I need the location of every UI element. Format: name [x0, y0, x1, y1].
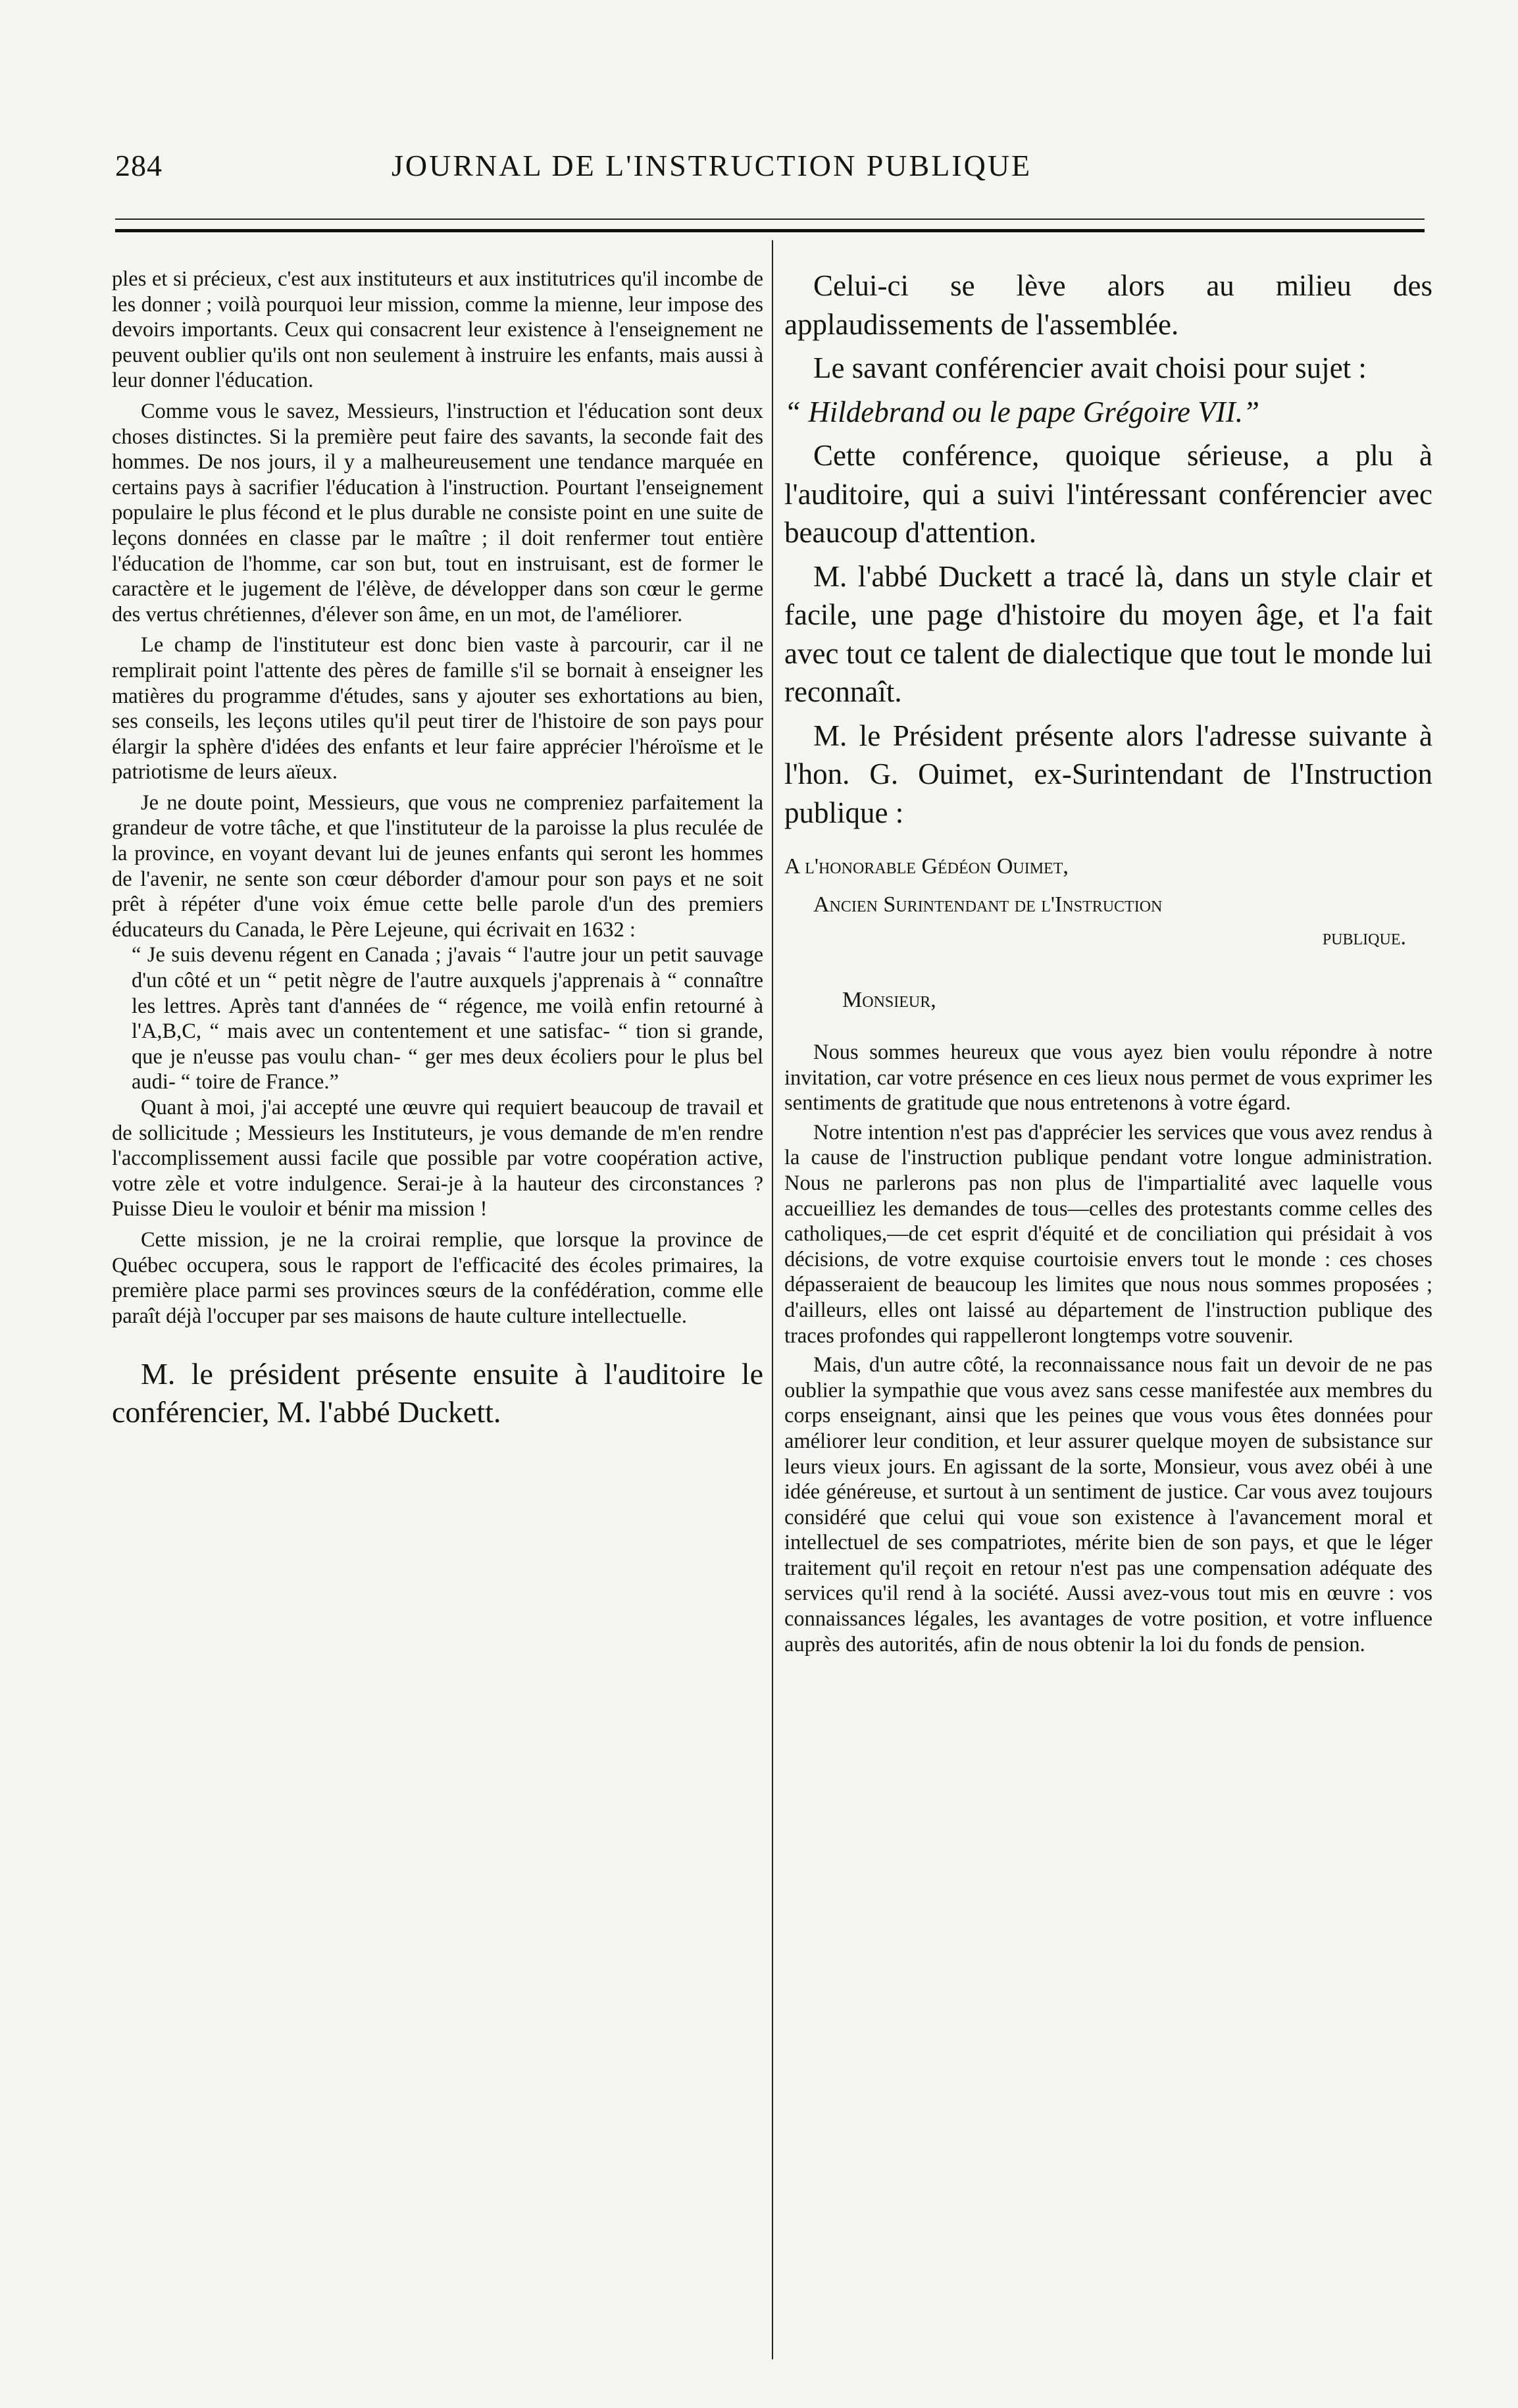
- left-paragraph: Le champ de l'instituteur est donc bien vaste à parcourir, car il ne remplirait point l'attente des pères de famille s'il se bornait à enseigner les matières du programme d'études, sans y ajouter ses exhortations au bien, ses conseils, les leçons utiles qu'il peut tirer de l'histoire de son pays pour élargir la sphère d'idées des enfants et leur faire apprécier l'héroïsme et le patriotisme de leurs aïeux.: [112, 633, 763, 784]
- left-paragraph: Comme vous le savez, Messieurs, l'instruction et l'éducation sont deux choses distinctes. Si la première peut faire des savants, la seconde fait des hommes. De nos jours, il y a malheureusement une tendance marquée en certains pays à sacrifier l'éducation à l'instruction. Pourtant l'enseignement populaire le plus fécond et le plus durable ne consiste point en une suite de leçons données en classe par le maître ; il doit renfermer tout entière l'éducation de l'homme, car son but, tout en instruisant, est de former le caractère et le jugement de l'élève, de développer dans son cœur le germe des vertus chrétiennes, d'élever son âme, en un mot, de l'améliorer.: [112, 399, 763, 627]
- letter-body: [784, 1040, 1432, 1657]
- letter-paragraph: Notre intention n'est pas d'apprécier les services que vous avez rendus à la cause de l'instruction publique pendant votre longue administration. Nous ne parlerons pas non plus de l'impartialité avec laquelle vous accueilliez les demandes de tous—celles des protestants comme celles des catholiques,—de cet esprit d'équité et de conciliation qui présidait à vos décisions, de votre exquise courtoisie envers tout le monde : ces choses dépasseraient de beaucoup les limites que nous nous sommes proposées ; d'ailleurs, elles ont laissé au département de l'instruction publique des traces profondes qui rappelleront longtemps votre souvenir.: [784, 1120, 1432, 1348]
- lead-section: [784, 267, 1432, 832]
- header-rule-thick: [115, 229, 1425, 232]
- column-divider: [772, 240, 773, 2359]
- header-rule-thin: [115, 218, 1425, 220]
- left-paragraph: Quant à moi, j'ai accepté une œuvre qui requiert beaucoup de travail et de sollicitude ; Messieurs les Instituteurs, je vous demande de m'en rendre l'accomplissement aussi facile que possible par votre coopération active, votre zèle et votre indulgence. Serai-je à la hauteur des circonstances ? Puisse Dieu le vouloir et bénir ma mission !: [112, 1096, 763, 1221]
- running-title: JOURNAL DE L'INSTRUCTION PUBLIQUE: [392, 149, 1032, 182]
- letter-paragraph: Mais, d'un autre côté, la reconnaissance nous fait un devoir de ne pas oublier la sympathie que vous avez sans cesse manifestée aux membres du corps enseignant, ainsi que les peines que vous vous êtes données pour améliorer leur condition, et leur assurer quelque moyen de subsistance sur leurs vieux jours. En agissant de la sorte, Monsieur, vous avez obéi à une idée généreuse, et surtout à un sentiment de justice. Car vous avez toujours considéré que celui qui voue son existence à l'avancement moral et intellectuel de ses compatriotes, mérite bien de son pays, et que le léger traitement qu'il reçoit en retour n'est pas une compensation adéquate des services qu'il rend à la société. Aussi avez-vous tout mis en œuvre : vos connaissances légales, les avantages de votre position, et votre influence auprès des autorités, afin de nous obtenir la loi du fonds de pension.: [784, 1353, 1432, 1656]
- lecture-title: “ Hildebrand ou le pape Grégoire VII.”: [784, 395, 1259, 428]
- left-paragraph: Cette mission, je ne la croirai remplie, que lorsque la province de Québec occupera, sous le rapport de l'efficacité des écoles primaires, la première place parmi ses provinces sœurs de la confédération, comme elle paraît déjà l'occuper par ses maisons de haute culture intellectuelle.: [112, 1227, 763, 1328]
- right-paragraph: Le savant conférencier avait choisi pour sujet :: [813, 351, 1367, 384]
- right-paragraph: M. le Président présente alors l'adresse suivante à l'hon. G. Ouimet, ex-Surintendant de l'Instruction publique :: [784, 719, 1432, 829]
- left-column: [112, 267, 763, 1431]
- address-title-cont: publique.: [1322, 925, 1406, 950]
- lejeune-quote: [112, 942, 763, 1095]
- quote-text: “ Je suis devenu régent en Canada ; j'avais “ l'autre jour un petit sauvage d'un côté et un “ petit nègre de l'autre auxquels j'apprenais à “ connaître les lettres. Après tant d'années de “ régence, me voilà enfin retourné à l'A,B,C, “ mais avec un contentement et une satisfac- “ tion si grande, que je n'eusse pas voulu chan- “ ger mes deux écoliers pour le plus bel audi- “ toire de France.”: [132, 943, 763, 1094]
- page-number: 284: [115, 149, 163, 182]
- right-column: [784, 267, 1432, 1657]
- address-recipient: A l'honorable Gédéon Ouimet,: [784, 854, 1069, 879]
- page-header: [115, 148, 1425, 194]
- closing-announcement: M. le président présente ensuite à l'auditoire le conférencier, M. l'abbé Duckett.: [112, 1357, 763, 1429]
- right-paragraph: Celui-ci se lève alors au milieu des applaudissements de l'assemblée.: [784, 269, 1432, 341]
- address-title: Ancien Surintendant de l'Instruction: [813, 892, 1163, 917]
- right-paragraph: Cette conférence, quoique sérieuse, a plu à l'auditoire, qui a suivi l'intéressant conférencier avec beaucoup d'attention.: [784, 439, 1432, 549]
- letter-paragraph: Nous sommes heureux que vous ayez bien voulu répondre à notre invitation, car votre présence en ces lieux nous permet de vous exprimer les sentiments de gratitude que nous entretenons à votre égard.: [784, 1040, 1432, 1115]
- left-paragraph: ples et si précieux, c'est aux instituteurs et aux institutrices qu'il incombe de les donner ; voilà pourquoi leur mission, comme la mienne, leur impose des devoirs importants. Ceux qui consacrent leur existence à l'enseignement ne peuvent oublier qu'ils ont non seulement à instruire les enfants, mais aussi à leur donner l'éducation.: [112, 267, 763, 393]
- right-paragraph: M. l'abbé Duckett a tracé là, dans un style clair et facile, une page d'histoire du moyen âge, et l'a fait avec tout ce talent de dialectique que tout le monde lui reconnaît.: [784, 559, 1432, 708]
- salutation: Monsieur,: [842, 988, 936, 1012]
- left-paragraph: Je ne doute point, Messieurs, que vous ne compreniez parfaitement la grandeur de votre tâche, et que l'instituteur de la paroisse la plus reculée de la province, en voyant devant lui de jeunes enfants qui seront les hommes de l'avenir, ne sente son cœur déborder d'amour pour son pays et ne soit prêt à répéter d'une voix émue cette belle parole d'un des premiers éducateurs du Canada, le Père Lejeune, qui écrivait en 1632 :: [112, 790, 763, 942]
